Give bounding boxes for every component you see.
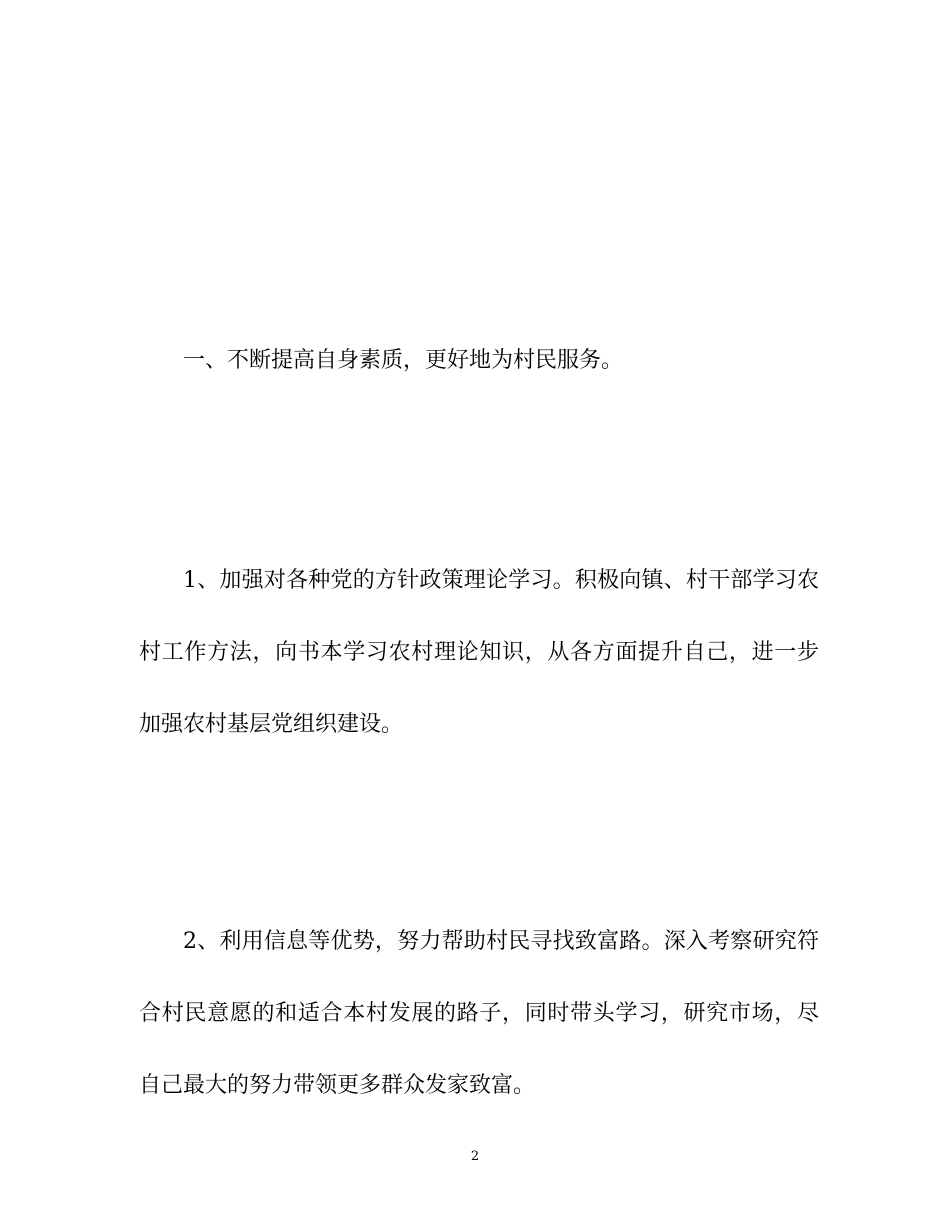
paragraph-2: 2、利用信息等优势，努力帮助村民寻找致富路。深入考察研究符合村民意愿的和适合本村发展的路子，同时带头学习，研究市场，尽自己最大的努力带领更多群众发家致富。 bbox=[139, 929, 819, 1098]
paragraph-1: 1、加强对各种党的方针政策理论学习。积极向镇、村干部学习农村工作方法，向书本学习农村理论知识，从各方面提升自己，进一步加强农村基层党组织建设。 bbox=[139, 568, 819, 737]
page-number: 2 bbox=[470, 1149, 480, 1164]
section-heading: 一、不断提高自身素质，更好地为村民服务。 bbox=[183, 348, 624, 373]
